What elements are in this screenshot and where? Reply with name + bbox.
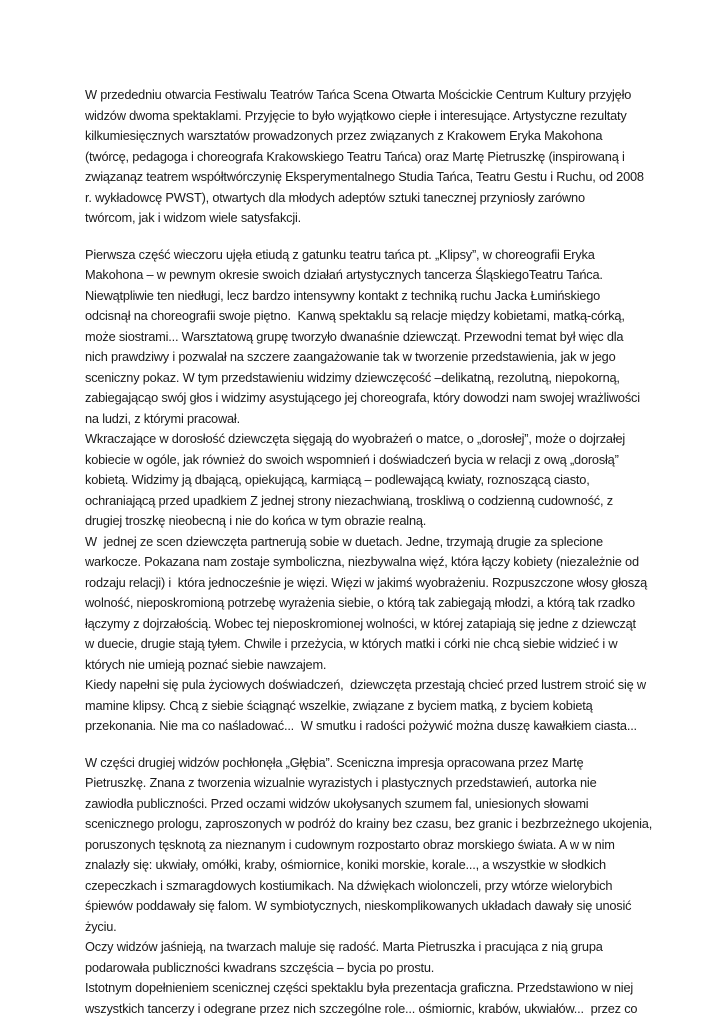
text-line: odcisnął na choreografii swoje piętno. Kanwą spektaklu są relacje między kobietami, matką-córką, [85,308,625,323]
paragraph-intro [85,85,688,229]
text-line: Oczy widzów jaśnieją, na twarzach maluje się radość. Marta Pietruszka i pracująca z nią grupa [85,939,603,954]
text-line: Kiedy napełni się pula życiowych doświadczeń, dziewczęta przestają chcieć przed lustrem stroić się w [85,677,646,692]
text-line: ochraniającą przed upadkiem Z jednej strony niezachwianą, troskliwą o codzienną cudowność, z [85,492,613,508]
text-line: (twórcę, pedagoga i choreografa Krakowskiego Teatru Tańca) oraz Martę Pietruszkę (inspirowaną i [85,148,625,164]
text-line: których nie umieją poznać siebie nawzajem. [85,656,327,672]
text-line: znalazły się: ukwiały, omółki, kraby, ośmiornice, koniki morskie, korale..., a wszystkie w słodkich [85,857,606,872]
text-line: scenicznego prologu, zaproszonych w podróż do krainy bez czasu, bez granic i bezbrzeżnego ukojenia, [85,816,653,831]
text-line: Makohona – w pewnym okresie swoich działań artystycznych tancerza ŚląskiegoTeatru Tańca. [85,267,603,282]
text-line: drugiej troszkę nieobecną i nie do końca w tym obrazie realną. [85,513,427,528]
text-line: czepeczkach i szmaragdowych kostiumikach. Na dźwiękach wiolonczeli, przy wtórze wielorybich [85,877,613,893]
text-line: życiu. [85,918,117,934]
text-line: wolność, nieposkromioną potrzebę wyrażenia siebie, o którą tak zabiegają młodzi, a którą tak rzadko [85,595,635,610]
paragraph-glebia [85,753,688,1020]
text-line: twórcom, jak i widzom wiele satysfakcji. [85,210,302,225]
text-line: w duecie, drugie stają tyłem. Chwile i przeżycia, w których matki i córki nie chcą siebie widzieć i w [85,636,618,651]
paragraph-klipsy [85,245,688,737]
text-line: może siostrami... Warsztatową grupę tworzyło dwanaśnie dziewcząt. Przewodni temat był więc dla [85,328,624,344]
text-line: W przededniu otwarcia Festiwalu Teatrów Tańca Scena Otwarta Mościckie Centrum Kultury przyjęło [85,87,632,102]
text-line: W części drugiej widzów pochłonęła „Głębia”. Sceniczna impresja opracowana przez Martę [85,754,584,770]
text-line: Wkraczające w dorosłość dziewczęta sięgają do wyobrażeń o matce, o „dorosłej”, może o dojrzałej [85,431,626,446]
text-line: kobiecie w ogóle, jak również do swoich wspomnień i doświadczeń bycia w relacji z ową „dorosłą” [85,451,619,467]
text-line: na ludzi, z którymi pracował. [85,410,240,426]
text-line: Niewątpliwie ten niedługi, lecz bardzo intensywny kontakt z techniką ruchu Jacka Łumińskiego [85,287,601,303]
text-line: podarowała publiczności kwadrans szczęścia – bycia po prostu. [85,959,435,975]
text-line: r. wykładowcę PWST), otwartych dla młodych adeptów sztuki tanecznej przyniosły zarówno [85,189,585,205]
text-line: zawiodła publiczności. Przed oczami widzów ukołysanych szumem fal, uniesionych słowami [85,795,589,811]
text-line: łączymy z dojrzałością. Wobec tej nieposkromionej wolności, w której zatapiają się jedne z dziewcząt [85,615,636,631]
text-line: mamine klipsy. Chcą z siebie ściągnąć wszelkie, związane z byciem matką, z byciem kobietą [85,697,593,713]
text-line: zabiegającąo swój głos i widzimy asystującego jej choreografa, który dowodzi nam swojej wrażliwości [85,390,640,405]
text-line: warkocze. Pokazana nam zostaje symboliczna, niezbywalna więź, która łączy kobiety (niezależnie od [85,554,639,569]
text-line: W jednej ze scen dziewczęta partnerują sobie w duetach. Jedne, trzymają drugie za splecione [85,533,603,549]
text-line: kobietą. Widzimy ją dbającą, opiekującą, karmiącą – podlewającą kwiaty, roznoszącą ciasto, [85,472,590,487]
text-line: sceniczny pokaz. W tym przedstawieniu widzimy dziewczęcość –delikatną, rezolutną, niepokorną, [85,369,620,385]
text-line: związanąz teatrem współtwórczynię Eksperymentalnego Studia Tańca, Teatru Gestu i Ruchu, od 2008 [85,169,644,184]
text-line: poruszonych tęsknotą za nieznanym i cudownym rozpostarto obraz morskiego świata. A w w nim [85,836,615,852]
text-line: rodzaju relacji) i która jednocześnie je więzi. Więzi w jakimś wyobrażeniu. Rozpuszczone włosy głoszą [85,574,648,590]
text-line: wszystkich tancerzy i odegrane przez nich szczególne role... ośmiornic, krabów, ukwiałów... przez co [85,1000,638,1016]
text-line: widzów dwoma spektaklami. Przyjęcie to było wyjątkowo ciepłe i interesujące. Artystyczne rezultaty [85,107,627,123]
text-line: nich prawdziwy i pozwalał na szczere zaangażowanie tak w tworzenie przedstawienia, jak w jego [85,349,616,364]
text-line: Pietruszkę. Znana z tworzenia wizualnie wyrazistych i plastycznych przedstawień, autorka nie [85,775,597,790]
text-line: Istotnym dopełnieniem scenicznej części spektaklu była prezentacja graficzna. Przedstawiono w niej [85,980,634,995]
text-line: śpiewów poddawały się falom. W symbiotycznych, nieskomplikowanych układach dawały się unosić [85,898,632,913]
text-line: kilkumiesięcznych warsztatów prowadzonych przez związanych z Krakowem Eryka Makohona [85,128,603,143]
text-line: przekonania. Nie ma co naśladować... W smutku i radości pożywić można duszę kawałkiem ciasta... [85,718,637,733]
text-line: Pierwsza część wieczoru ujęła etiudą z gatunku teatru tańca pt. „Klipsy”, w choreografii Eryka [85,246,595,262]
